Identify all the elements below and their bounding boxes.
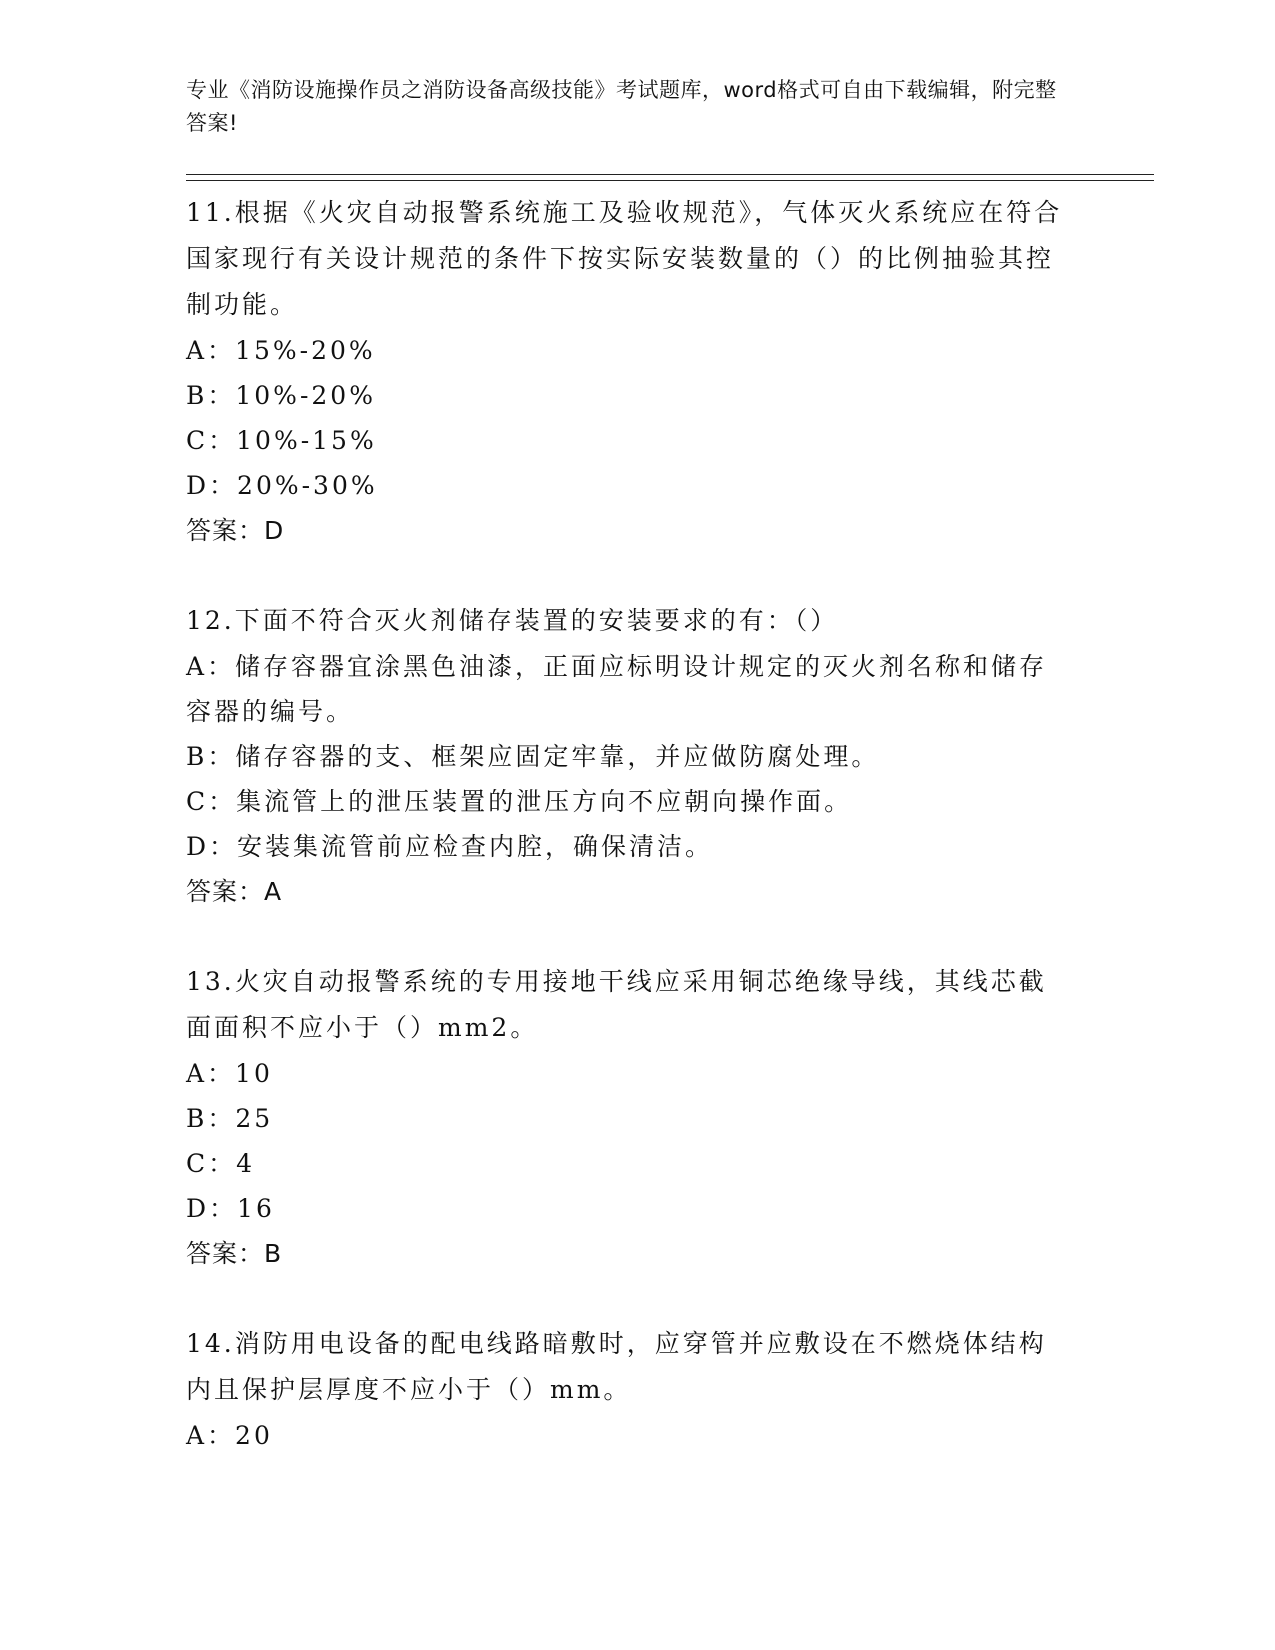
- document-intro: 专业《消防设施操作员之消防设备高级技能》考试题库，word格式可自由下载编辑，附完整答案!: [186, 78, 1057, 135]
- option-a: A：储存容器宜涂黑色油漆，正面应标明设计规定的灭火剂名称和储存容器的编号。: [186, 652, 1048, 726]
- option-a: A：15%-20%: [186, 336, 376, 365]
- option-a: A：20: [186, 1421, 273, 1450]
- question-12: [186, 598, 1066, 914]
- option-c: C：集流管上的泄压装置的泄压方向不应朝向操作面。: [186, 787, 853, 816]
- question-list: [186, 190, 1066, 1458]
- question-stem: 11.根据《火灾自动报警系统施工及验收规范》，气体灭火系统应在符合国家现行有关设计规范的条件下按实际安装数量的（）的比例抽验其控制功能。: [186, 198, 1063, 319]
- answer-line: 答案：A: [186, 877, 283, 906]
- question-14: [186, 1321, 1066, 1458]
- option-b: B：25: [186, 1104, 274, 1133]
- option-b: B：10%-20%: [186, 381, 376, 410]
- option-d: D：16: [186, 1194, 275, 1223]
- question-11: [186, 190, 1066, 553]
- option-d: D：安装集流管前应检查内腔，确保清洁。: [186, 832, 714, 861]
- option-c: C：10%-15%: [186, 426, 377, 455]
- answer-line: 答案：B: [186, 1239, 283, 1268]
- option-b: B：储存容器的支、框架应固定牢靠，并应做防腐处理。: [186, 742, 880, 771]
- option-a: A：10: [186, 1059, 273, 1088]
- answer-line: 答案：D: [186, 516, 285, 545]
- header-divider-bottom: [186, 180, 1154, 181]
- question-stem: 12.下面不符合灭火剂储存装置的安装要求的有：（）: [186, 606, 839, 635]
- header-divider-top: [186, 174, 1154, 175]
- question-stem: 14.消防用电设备的配电线路暗敷时，应穿管并应敷设在不燃烧体结构内且保护层厚度不应小于（）mm。: [186, 1329, 1047, 1404]
- option-d: D：20%-30%: [186, 471, 378, 500]
- question-stem: 13.火灾自动报警系统的专用接地干线应采用铜芯绝缘导线，其线芯截面面积不应小于（）mm2。: [186, 967, 1047, 1042]
- question-13: [186, 959, 1066, 1276]
- option-c: C：4: [186, 1149, 256, 1178]
